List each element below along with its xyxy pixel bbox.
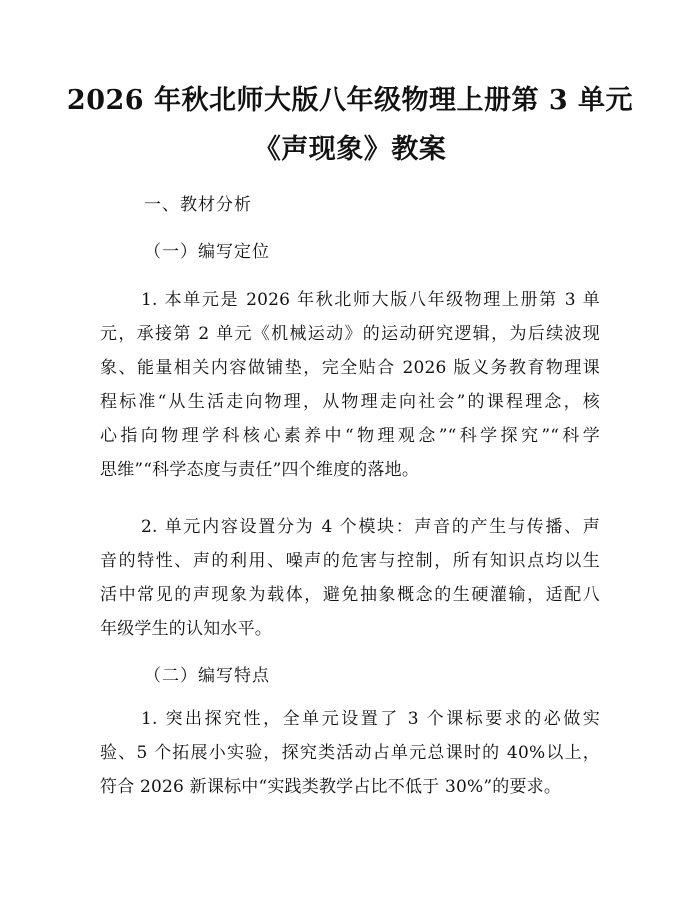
paragraph-unit-modules: [100, 510, 600, 646]
subsection-heading-positioning: （一）编写定位: [144, 242, 270, 262]
section-heading-textbook-analysis: 一、教材分析: [144, 195, 252, 215]
document-title-line-2: 《声现象》教案: [253, 134, 447, 165]
paragraph-line: 思维”“科学态度与责任”四个维度的落地。: [100, 460, 420, 480]
paragraph-line: 活中常见的声现象为载体，避免抽象概念的生硬灌输，适配八: [100, 585, 600, 605]
paragraph-line: 1. 突出探究性，全单元设置了 3 个课标要求的必做实: [141, 709, 600, 729]
paragraph-line: 心指向物理学科核心素养中“物理观念”“科学探究”“科学: [100, 426, 600, 446]
paragraph-line: 2. 单元内容设置分为 4 个模块：声音的产生与传播、声: [141, 517, 600, 537]
subsection-heading-features: （二）编写特点: [144, 666, 270, 686]
paragraph-line: 元，承接第 2 单元《机械运动》的运动研究逻辑，为后续波现: [100, 324, 600, 344]
paragraph-line: 象、能量相关内容做铺垫，完全贴合 2026 版义务教育物理课: [100, 358, 600, 378]
paragraph-line: 音的特性、声的利用、噪声的危害与控制，所有知识点均以生: [100, 551, 600, 571]
paragraph-line: 验、5 个拓展小实验，探究类活动占单元总课时的 40%以上，: [100, 743, 600, 763]
paragraph-line: 符合 2026 新课标中“实践类教学占比不低于 30%”的要求。: [100, 777, 562, 797]
paragraph-line: 程标准“从生活走向物理，从物理走向社会”的课程理念，核: [100, 392, 600, 412]
document-title-line-1: 2026 年秋北师大版八年级物理上册第 3 单元: [66, 85, 634, 116]
paragraph-unit-positioning: [100, 283, 600, 487]
paragraph-line: 年级学生的认知水平。: [100, 619, 272, 639]
paragraph-inquiry-feature: [100, 702, 600, 804]
paragraph-line: 1. 本单元是 2026 年秋北师大版八年级物理上册第 3 单: [141, 290, 600, 310]
